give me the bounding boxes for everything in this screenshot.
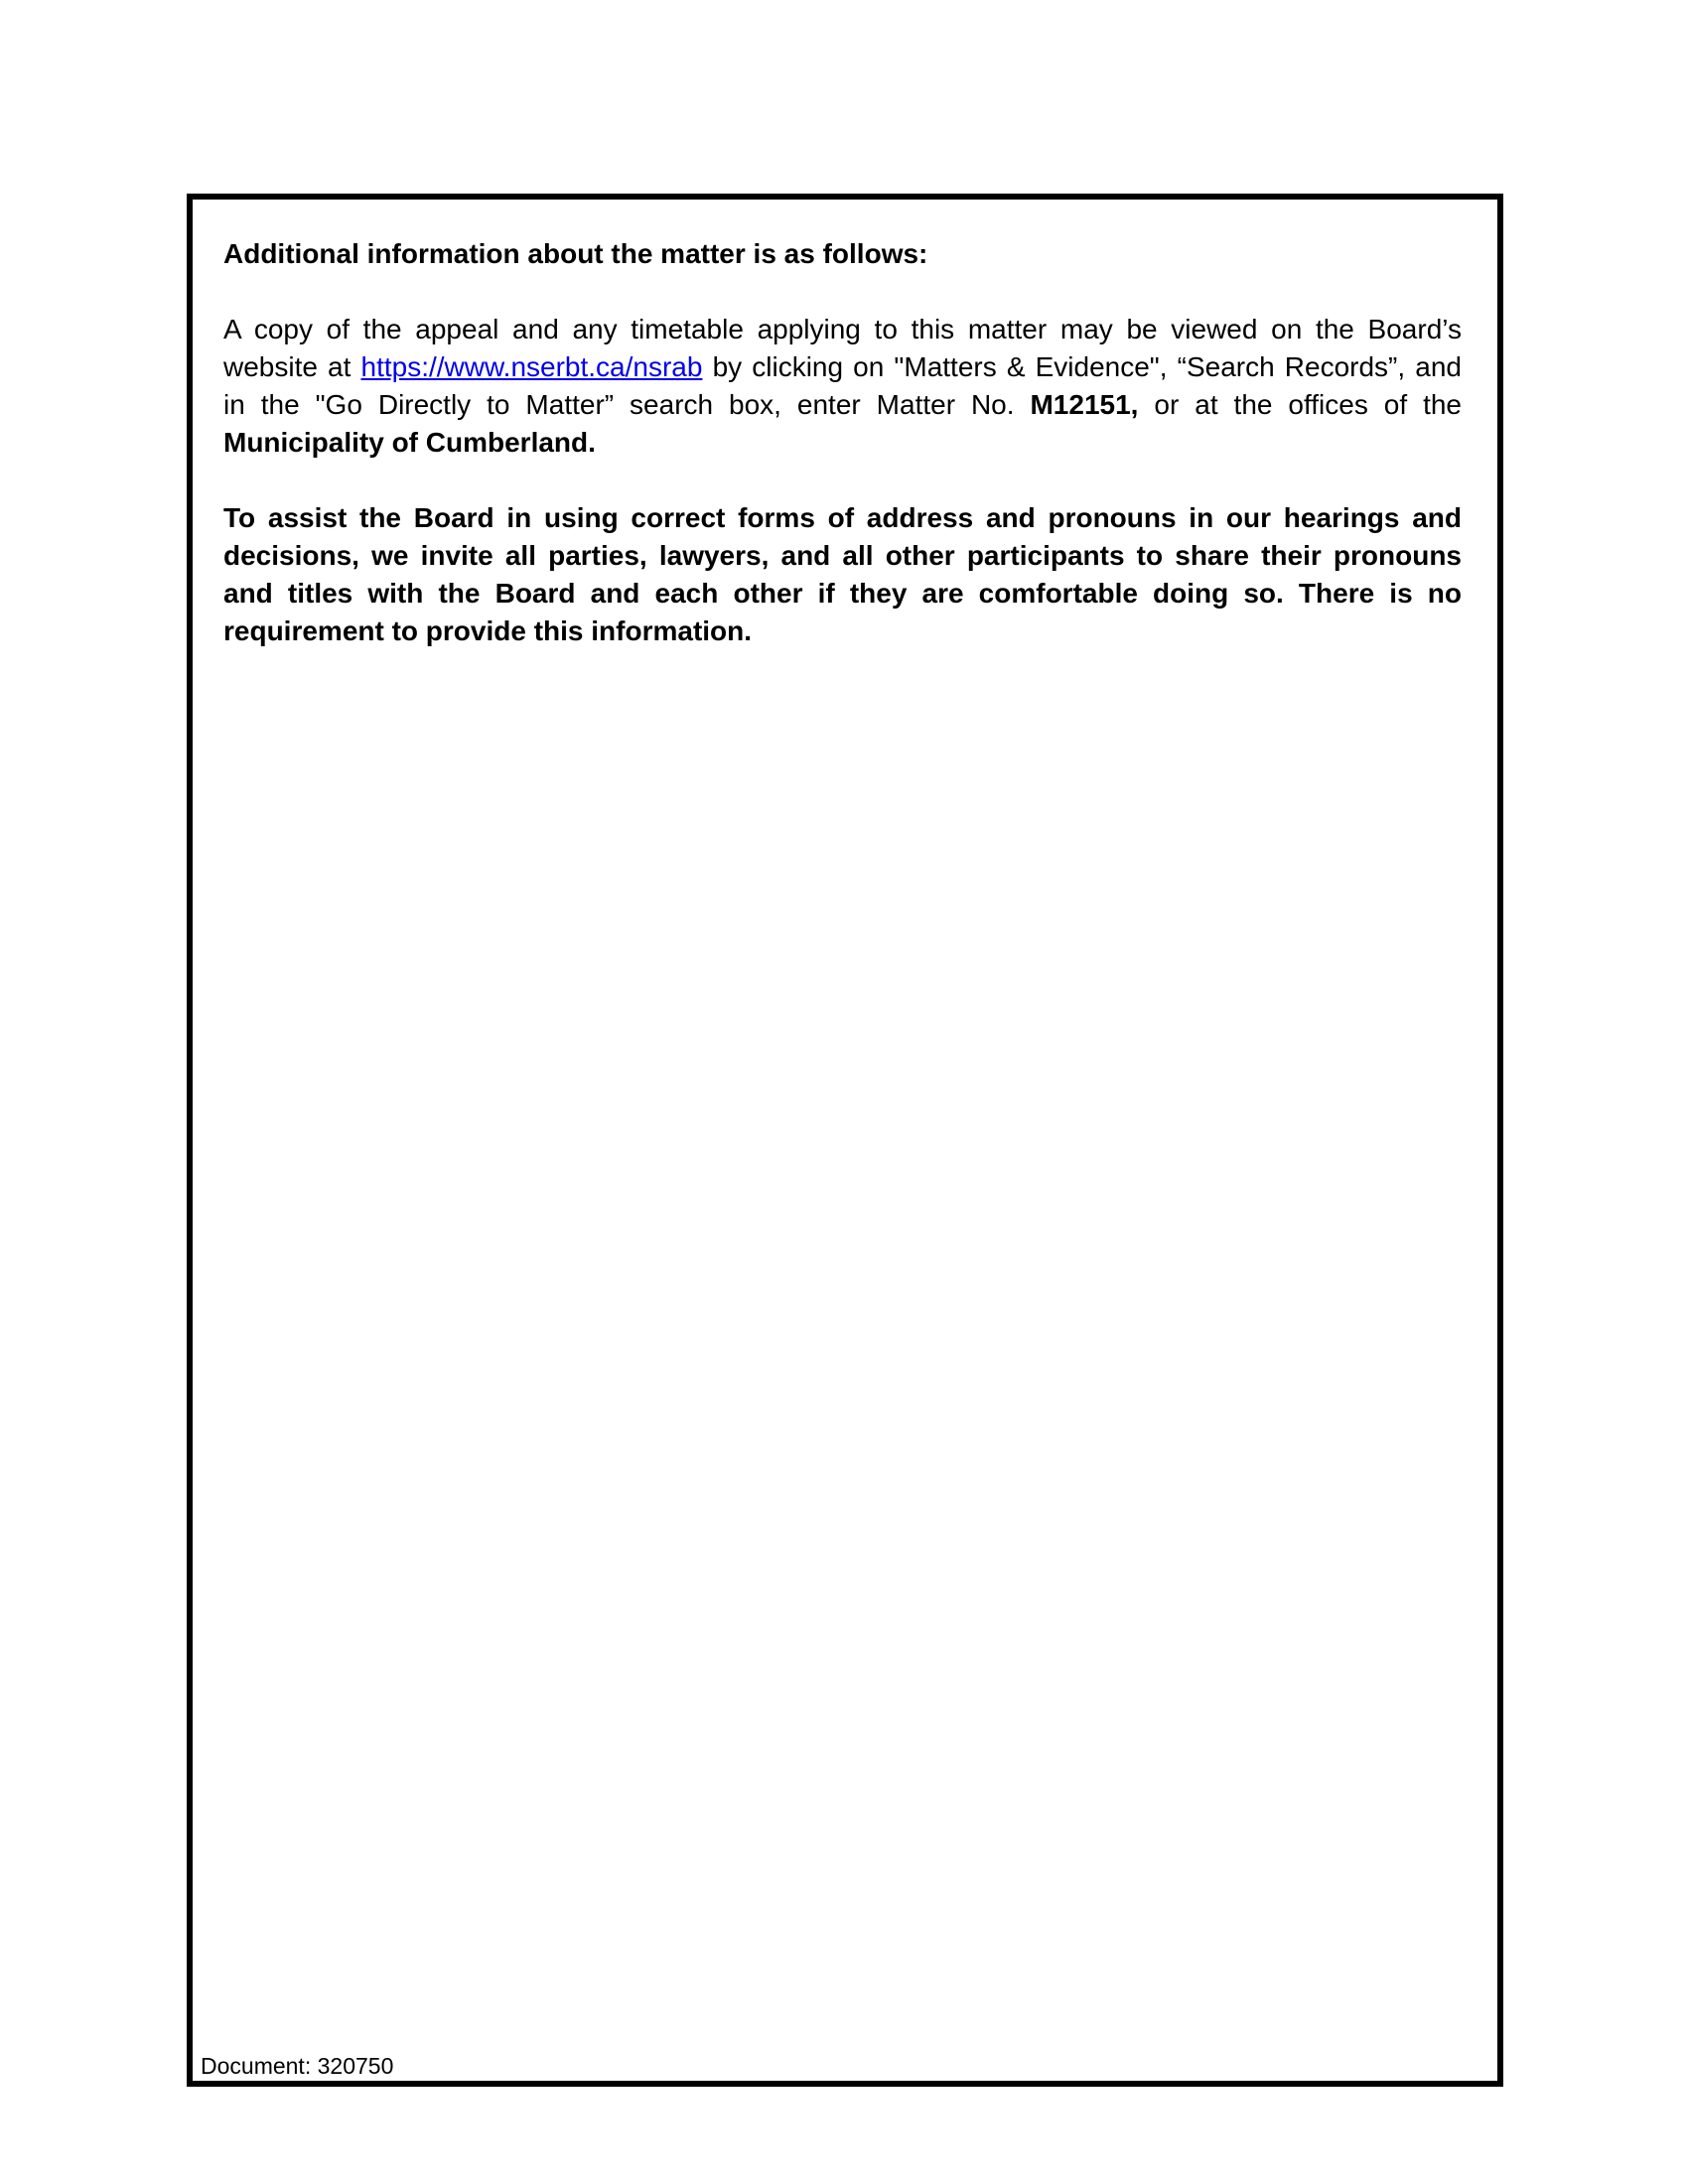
document-number: Document: 320750 bbox=[201, 2053, 394, 2079]
board-website-link[interactable]: https://www.nserbt.ca/nsrab bbox=[360, 351, 703, 382]
appeal-info-text-2: by clicking on "Matters & Evidence", “Search Records”, and in the "Go Directly to Matter” search box, enter Matter No. bbox=[223, 351, 1462, 420]
notice-box bbox=[187, 194, 1503, 2087]
municipality-name: Municipality of Cumberland. bbox=[223, 427, 596, 458]
appeal-info-text-1: A copy of the appeal and any timetable applying to this matter may be viewed on the Board’s website at bbox=[223, 314, 1462, 382]
notice-content bbox=[193, 200, 1497, 650]
paragraph-appeal-info bbox=[223, 311, 1462, 462]
appeal-info-text-3: or at the offices of the bbox=[1138, 389, 1462, 420]
matter-number: M12151, bbox=[1030, 389, 1139, 420]
notice-heading: Additional information about the matter is as follows: bbox=[223, 238, 928, 269]
paragraph-pronouns: To assist the Board in using correct forms of address and pronouns in our hearings and decisions, we invite all parties, lawyers, and all other participants to share their pronouns and titles with the Board and each other if they are comfortable doing so. There is no requirement to provide this information. bbox=[223, 502, 1462, 646]
